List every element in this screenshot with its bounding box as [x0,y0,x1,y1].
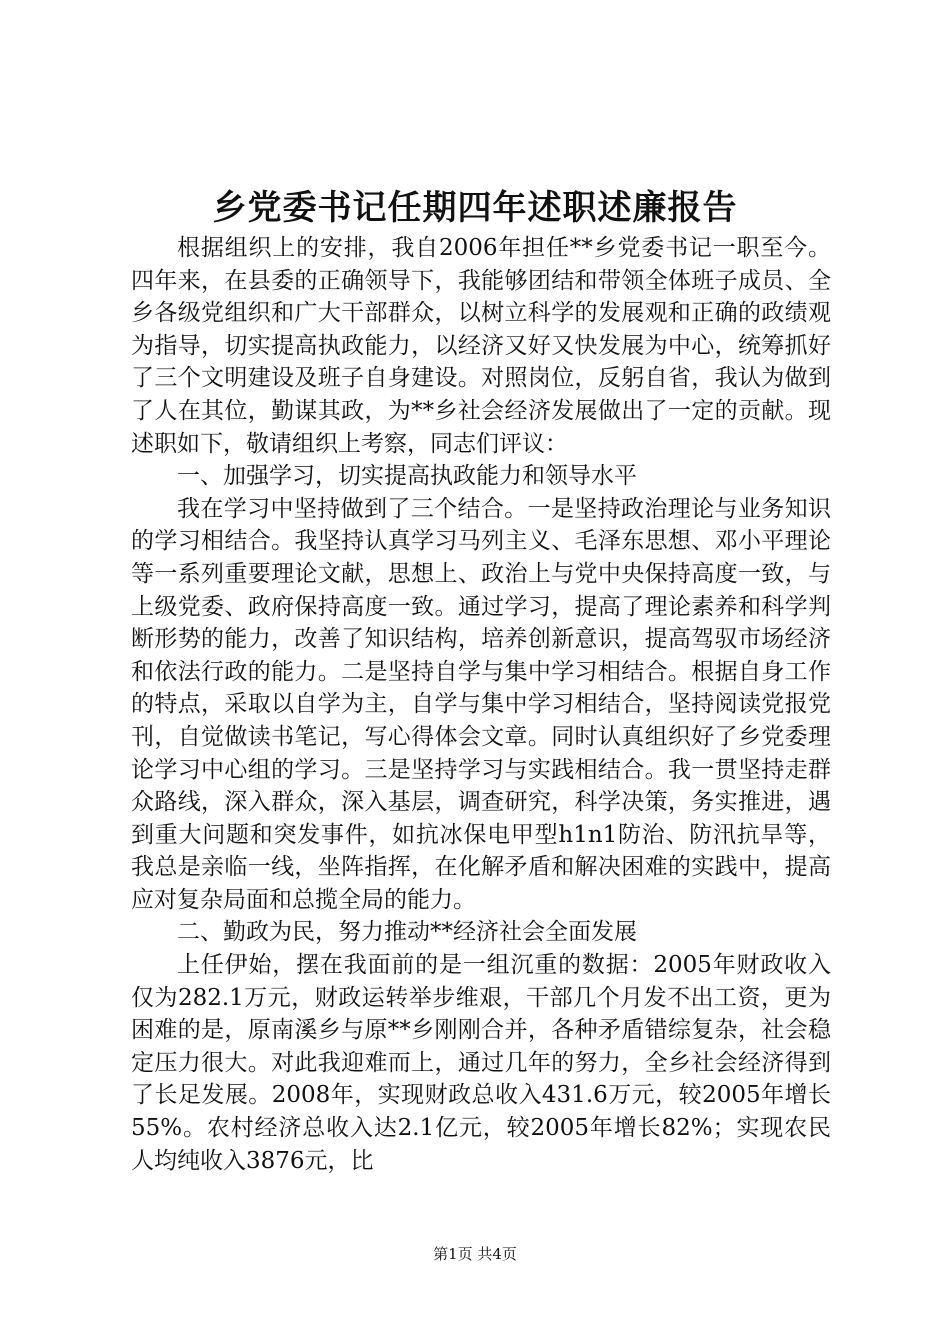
section-1-paragraph: 我在学习中坚持做到了三个结合。一是坚持政治理论与业务知识的学习相结合。我坚持认真学习马列主义、毛泽东思想、邓小平理论等一系列重要理论文献，思想上、政治上与党中央保持高度一致，与上级党委、政府保持高度一致。通过学习，提高了理论素养和科学判断形势的能力，改善了知识结构，培养创新意识，提高驾驭市场经济和依法行政的能力。二是坚持自学与集中学习相结合。根据自身工作的特点，采取以自学为主，自学与集中学习相结合，坚持阅读党报党刊，自觉做读书笔记，写心得体会文章。同时认真组织好了乡党委理论学习中心组的学习。三是坚持学习与实践相结合。我一贯坚持走群众路线，深入群众，深入基层，调查研究，科学决策，务实推进，遇到重大问题和突发事件，如抗冰保电甲型h1n1防治、防汛抗旱等，我总是亲临一线，坐阵指挥，在化解矛盾和解决困难的实践中，提高应对复杂局面和总揽全局的能力。 [131,495,831,913]
section-2-paragraph: 上任伊始，摆在我面前的是一组沉重的数据：2005年财政收入仅为282.1万元，财政运转举步维艰，干部几个月发不出工资，更为困难的是，原南溪乡与原**乡刚刚合并，各种矛盾错综复杂，社会稳定压力很大。对此我迎难而上，通过几年的努力，全乡社会经济得到了长足发展。2008年，实现财政总收入431.6万元，较2005年增长55%。农村经济总收入达2.1亿元，较2005年增长82%；实现农民人均纯收入3876元，比 [131,952,831,1174]
page-number-footer: 第1页 共4页 [433,1245,517,1263]
document-body [131,232,831,1177]
intro-paragraph: 根据组织上的安排，我自2006年担任**乡党委书记一职至今。四年来，在县委的正确领导下，我能够团结和带领全体班子成员、全乡各级党组织和广大干部群众，以树立科学的发展观和正确的政绩观为指导，切实提高执政能力，以经济又好又快发展为中心，统筹抓好了三个文明建设及班子自身建设。对照岗位，反躬自省，我认为做到了人在其位，勤谋其政，为**乡社会经济发展做出了一定的贡献。现述职如下，敬请组织上考察，同志们评议： [131,235,831,457]
section-heading-2: 二、勤政为民，努力推动**经济社会全面发展 [177,919,637,946]
section-heading-1: 一、加强学习，切实提高执政能力和领导水平 [177,463,637,490]
document-title: 乡党委书记任期四年述职述廉报告 [212,188,738,228]
